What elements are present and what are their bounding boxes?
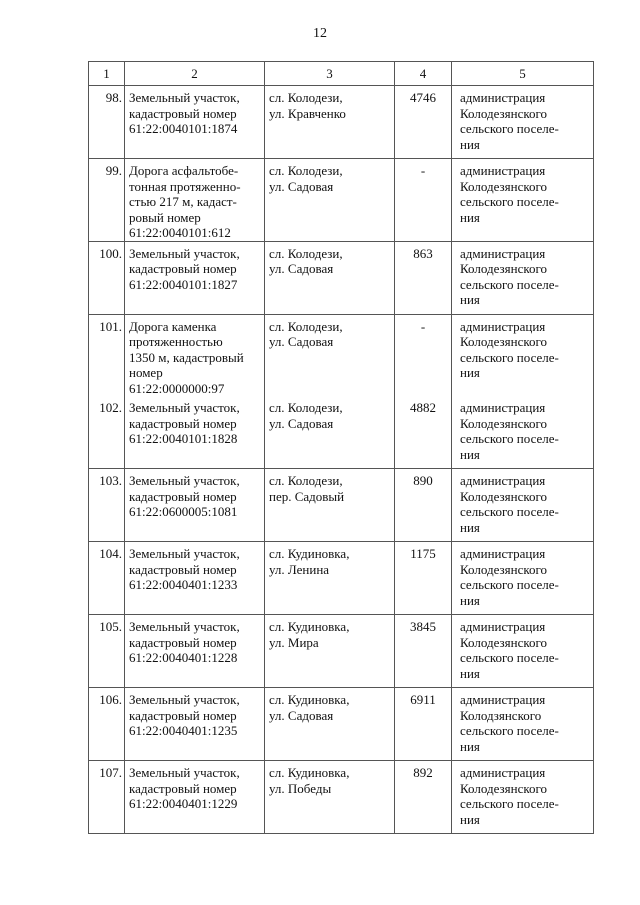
table-row: [89, 241, 594, 314]
property-registry-table: [88, 61, 594, 834]
object-description: Земельный участок, кадастровый номер 61:22:0040401:1228: [125, 615, 265, 688]
row-number: 106.: [89, 688, 125, 761]
row-number: 102.: [89, 396, 125, 469]
row-number: 105.: [89, 615, 125, 688]
object-area: 6911: [395, 688, 452, 761]
column-header-5: 5: [452, 62, 594, 86]
column-header-1: 1: [89, 62, 125, 86]
object-description: Земельный участок, кадастровый номер 61:22:0040401:1233: [125, 542, 265, 615]
row-number: 107.: [89, 761, 125, 834]
rights-holder: администрация Колодезянского сельского поселе- ния: [452, 314, 594, 396]
row-number: 104.: [89, 542, 125, 615]
column-header-2: 2: [125, 62, 265, 86]
table-row: [89, 159, 594, 242]
table-row: [89, 761, 594, 834]
object-address: сл. Колодези, ул. Кравченко: [265, 86, 395, 159]
table-row: [89, 396, 594, 469]
column-header-4: 4: [395, 62, 452, 86]
object-address: сл. Колодези, ул. Садовая: [265, 396, 395, 469]
row-number: 101.: [89, 314, 125, 396]
rights-holder: администрация Колодезянского сельского поселе- ния: [452, 241, 594, 314]
object-address: сл. Кудиновка, ул. Мира: [265, 615, 395, 688]
row-number: 98.: [89, 86, 125, 159]
table-row: [89, 469, 594, 542]
object-address: сл. Кудиновка, ул. Победы: [265, 761, 395, 834]
object-description: Дорога асфальтобе- тонная протяженно- стью 217 м, кадаст- ровый номер 61:22:0040101:612: [125, 159, 265, 242]
object-area: 4882: [395, 396, 452, 469]
table-row: [89, 615, 594, 688]
object-address: сл. Колодези, ул. Садовая: [265, 241, 395, 314]
table-row: [89, 688, 594, 761]
page-number: 12: [313, 26, 327, 41]
object-area: 892: [395, 761, 452, 834]
object-area: 4746: [395, 86, 452, 159]
object-description: Земельный участок, кадастровый номер 61:22:0040101:1874: [125, 86, 265, 159]
object-area: -: [395, 314, 452, 396]
column-header-3: 3: [265, 62, 395, 86]
object-description: Земельный участок, кадастровый номер 61:22:0040101:1828: [125, 396, 265, 469]
object-area: 863: [395, 241, 452, 314]
row-number: 103.: [89, 469, 125, 542]
rights-holder: администрация Колодезянского сельского поселе- ния: [452, 396, 594, 469]
object-address: сл. Колодези, ул. Садовая: [265, 159, 395, 242]
rights-holder: администрация Колодезянского сельского поселе- ния: [452, 159, 594, 242]
object-area: 1175: [395, 542, 452, 615]
object-address: сл. Колодези, пер. Садовый: [265, 469, 395, 542]
rights-holder: администрация Колодзянского сельского поселе- ния: [452, 688, 594, 761]
row-number: 100.: [89, 241, 125, 314]
rights-holder: администрация Колодезянского сельского поселе- ния: [452, 615, 594, 688]
table-row: [89, 86, 594, 159]
object-area: -: [395, 159, 452, 242]
object-area: 890: [395, 469, 452, 542]
table-row: [89, 542, 594, 615]
object-address: сл. Колодези, ул. Садовая: [265, 314, 395, 396]
object-description: Земельный участок, кадастровый номер 61:22:0600005:1081: [125, 469, 265, 542]
object-address: сл. Кудиновка, ул. Ленина: [265, 542, 395, 615]
object-address: сл. Кудиновка, ул. Садовая: [265, 688, 395, 761]
rights-holder: администрация Колодезянского сельского поселе- ния: [452, 469, 594, 542]
rights-holder: администрация Колодезянского сельского поселе- ния: [452, 542, 594, 615]
object-description: Дорога каменка протяженностью 1350 м, кадастровый номер 61:22:0000000:97: [125, 314, 265, 396]
object-description: Земельный участок, кадастровый номер 61:22:0040101:1827: [125, 241, 265, 314]
row-number: 99.: [89, 159, 125, 242]
rights-holder: администрация Колодезянского сельского поселе- ния: [452, 86, 594, 159]
rights-holder: администрация Колодезянского сельского поселе- ния: [452, 761, 594, 834]
object-description: Земельный участок, кадастровый номер 61:22:0040401:1229: [125, 761, 265, 834]
object-area: 3845: [395, 615, 452, 688]
table-header-row: [89, 62, 594, 86]
object-description: Земельный участок, кадастровый номер 61:22:0040401:1235: [125, 688, 265, 761]
table-row: [89, 314, 594, 396]
